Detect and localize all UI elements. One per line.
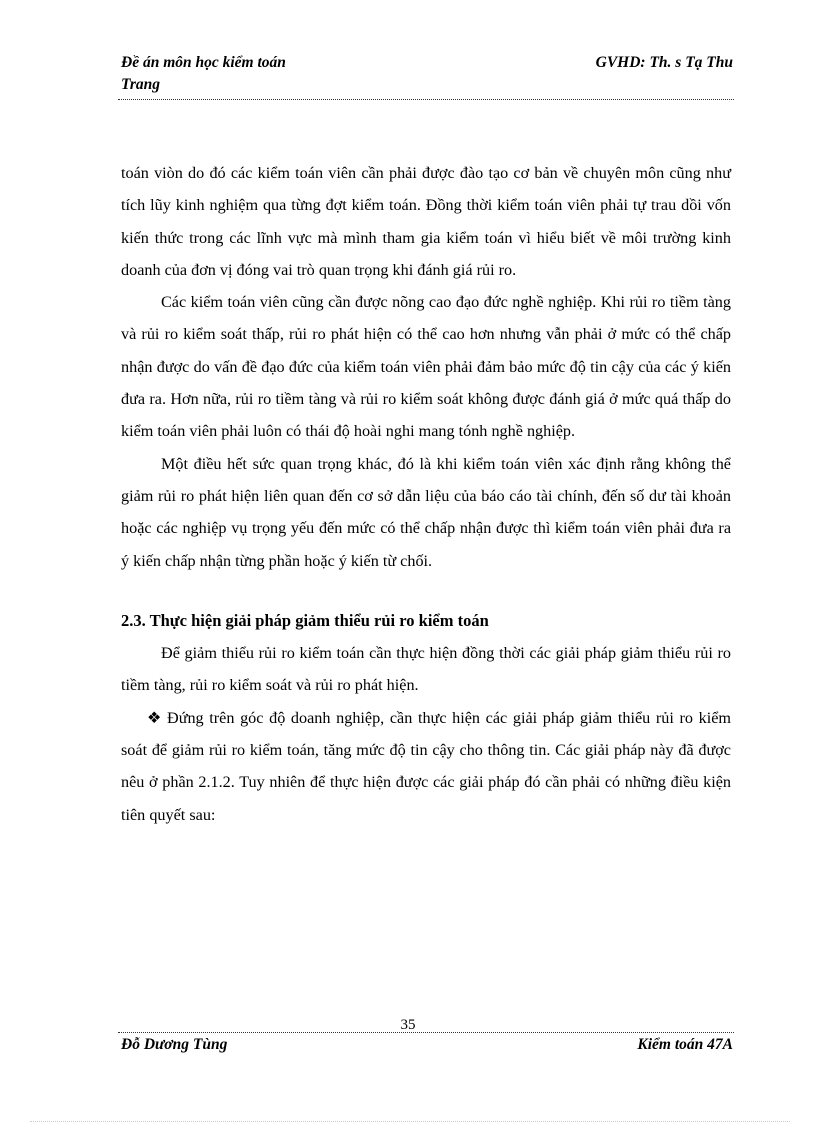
- header-course-title: Đề án môn học kiểm toán: [121, 54, 286, 71]
- bullet-paragraph: [121, 702, 731, 831]
- header-instructor: GVHD: Th. s Tạ Thu: [595, 54, 733, 71]
- footer-divider: [118, 1032, 734, 1033]
- page-number: 35: [400, 1017, 416, 1033]
- header-page-label: Trang: [121, 76, 161, 93]
- page-bottom-edge: [30, 1121, 790, 1122]
- header-divider: [118, 99, 734, 100]
- bullet-text: Đứng trên góc độ doanh nghiệp, cần thực hiện các giải pháp giảm thiểu rủi ro kiểm soát để giảm rủi ro kiểm toán, tăng mức độ tin cậy cho thông tin. Các giải pháp này đã được nêu ở phần 2.1.2. Tuy nhiên để thực hiện được các giải pháp đó cần phải có những điều kiện tiên quyết sau:: [121, 708, 731, 824]
- diamond-bullet-icon: ❖: [147, 708, 162, 727]
- document-body: [121, 157, 731, 831]
- footer-class: Kiểm toán 47A: [637, 1036, 733, 1053]
- section-heading: 2.3. Thực hiện giải pháp giảm thiểu rủi ro kiểm toán: [121, 610, 489, 630]
- paragraph-continuation: toán viòn do đó các kiểm toán viên cần phải được đào tạo cơ bản về chuyên môn cũng như tích lũy kinh nghiệm qua từng đợt kiểm toán. Đồng thời kiểm toán viên phải tự trau dồi vốn kiến thức trong các lĩnh vực mà mình tham gia kiểm toán vì hiểu biết về môi trường kinh doanh của đơn vị đóng vai trò quan trọng khi đánh giá rủi ro.: [121, 164, 731, 279]
- page-footer: [121, 1034, 733, 1056]
- page-header: [121, 52, 733, 96]
- paragraph-intro: Để giảm thiểu rủi ro kiểm toán cần thực hiện đồng thời các giải pháp giảm thiểu rủi ro tiềm tàng, rủi ro kiểm soát và rủi ro phát hiện.: [121, 644, 731, 695]
- footer-author: Đỗ Dương Tùng: [121, 1036, 228, 1053]
- paragraph-ethics: Các kiểm toán viên cũng cần được nõng cao đạo đức nghề nghiệp. Khi rủi ro tiềm tàng và rủi ro kiểm soát thấp, rủi ro phát hiện có thể cao hơn nhưng vẫn phải ở mức có thể chấp nhận được do vấn đề đạo đức của kiểm toán viên phải đảm bảo mức độ tin cậy của các ý kiến đưa ra. Hơn nữa, rủi ro tiềm tàng và rủi ro kiểm soát không được đánh giá ở mức quá thấp do kiểm toán viên phải luôn có thái độ hoài nghi mang tónh nghề nghiệp.: [121, 293, 731, 441]
- paragraph-opinion: Một điều hết sức quan trọng khác, đó là khi kiểm toán viên xác định rằng không thể giảm rủi ro phát hiện liên quan đến cơ sở dẫn liệu của báo cáo tài chính, đến số dư tài khoản hoặc các nghiệp vụ trọng yếu đến mức có thể chấp nhận được thì kiểm toán viên phải đưa ra ý kiến chấp nhận từng phần hoặc ý kiến từ chối.: [121, 454, 731, 570]
- header-row: [121, 52, 733, 74]
